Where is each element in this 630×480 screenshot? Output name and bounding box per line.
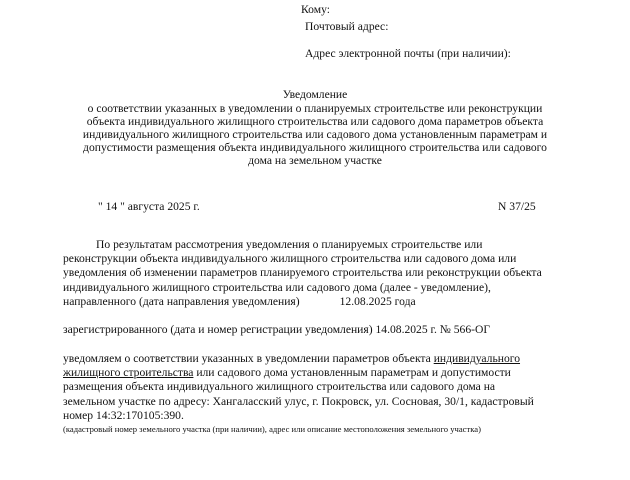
sent-date-label: направленного (дата направления уведомления)	[63, 294, 300, 308]
underlined-text: индивидуального	[433, 352, 521, 365]
registration-line: зарегистрированного (дата и номер регистрации уведомления) 14.08.2025 г. № 566-ОГ	[63, 323, 491, 336]
notice-subtitle-line: индивидуального жилищного строительства или садового дома установленным параметрам и	[82, 128, 548, 141]
paragraph-line: размещения объекта индивидуального жилищного строительства или садового дома на	[63, 380, 496, 394]
paragraph-line: уведомления об изменении параметров планируемого строительства или реконструкции объекта	[63, 266, 542, 280]
notice-subtitle-line: допустимости размещения объекта индивидуального жилищного строительства или садового	[83, 141, 547, 154]
notice-date: " 14 " августа 2025 г.	[98, 200, 200, 213]
notice-subtitle-line: о соответствии указанных в уведомлении о планируемых строительстве или реконструкции	[87, 102, 543, 115]
footnote: (кадастровый номер земельного участка (при наличии), адрес или описание местоположения земельного участка)	[63, 424, 481, 434]
paragraph-review	[63, 238, 575, 309]
notice-subtitle-line: объекта индивидуального жилищного строительства или садового дома параметров объекта	[86, 115, 544, 128]
cadastral-number-line: номер 14:32:170105:390.	[63, 408, 184, 422]
recipient-to-label: Кому:	[301, 3, 330, 16]
notice-number: N 37/25	[498, 200, 536, 213]
notice-heading: Уведомление	[282, 88, 348, 101]
paragraph-line: земельном участке по адресу: Хангаласский улус, г. Покровск, ул. Сосновая, 30/1, кадастровый	[63, 394, 534, 408]
sent-date-value: 12.08.2025 года	[339, 294, 416, 308]
conformity-text: или садового дома установленным параметрам и допустимости	[193, 366, 511, 380]
paragraph-conformity	[63, 352, 575, 423]
conformity-text: уведомляем о соответствии указанных в уведомлении параметров объекта	[63, 352, 434, 365]
paragraph-line: реконструкции объекта индивидуального жилищного строительства или садового дома или	[63, 252, 517, 266]
postal-address-label: Почтовый адрес:	[305, 20, 389, 33]
notice-subtitle	[60, 102, 570, 167]
paragraph-line: По результатам рассмотрения уведомления о планируемых строительстве или	[96, 238, 483, 251]
paragraph-line: индивидуального жилищного строительства или садового дома (далее - уведомление),	[63, 280, 491, 294]
notice-subtitle-line: дома на земельном участке	[248, 154, 382, 167]
underlined-text: жилищного строительства	[63, 366, 194, 380]
email-address-label: Адрес электронной почты (при наличии):	[305, 47, 511, 60]
